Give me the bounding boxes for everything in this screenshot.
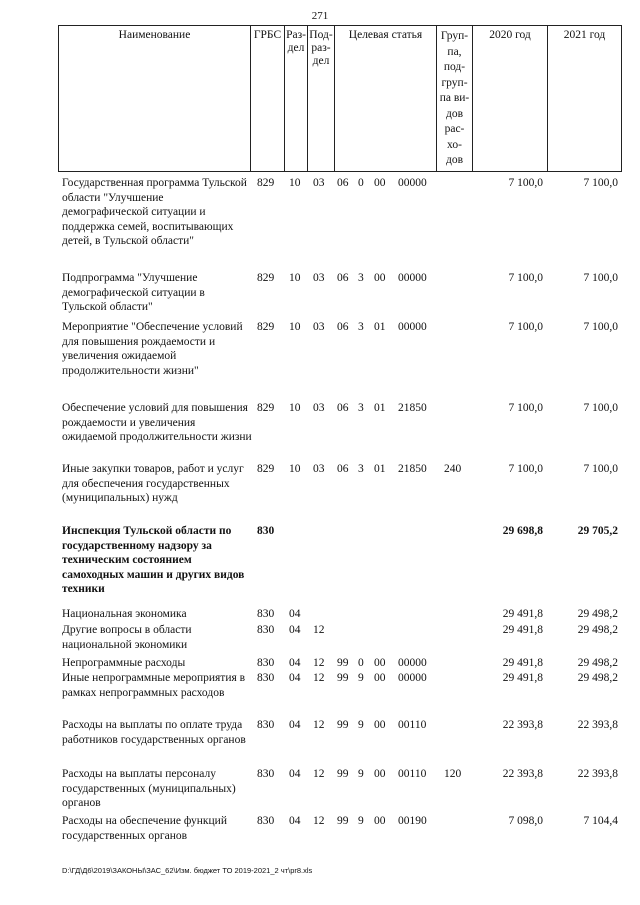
row-y2020: 7 100,0 xyxy=(508,321,543,333)
row-rz: 04 xyxy=(289,657,301,669)
row-pr: 03 xyxy=(313,463,325,475)
row-cs4: 00000 xyxy=(398,177,427,189)
row-cs3: 00 xyxy=(374,719,386,731)
row-cs4: 21850 xyxy=(398,402,427,414)
row-rz: 10 xyxy=(289,402,301,414)
col-border-right xyxy=(621,25,622,172)
row-cs3: 00 xyxy=(374,177,386,189)
row-y2020: 22 393,8 xyxy=(502,768,543,780)
row-cs1: 06 xyxy=(337,321,349,333)
row-y2020: 29 491,8 xyxy=(502,657,543,669)
row-y2021: 29 498,2 xyxy=(577,657,618,669)
row-name: Мероприятие "Обеспечение условий для повышения рождаемости и увеличения ожидаемой продолжительности жизни" xyxy=(62,321,243,377)
row-y2020: 29 698,8 xyxy=(502,525,543,537)
row-name: Национальная экономика xyxy=(62,608,187,620)
row-pr: 03 xyxy=(313,402,325,414)
row-cs2: 9 xyxy=(358,768,364,780)
row-cs1: 99 xyxy=(337,672,349,684)
row-cs1: 06 xyxy=(337,402,349,414)
header-podrazdel: Под- раз- дел xyxy=(309,29,333,67)
col-border-2021 xyxy=(547,25,548,172)
row-name: Обеспечение условий для повышения рождаемости и увеличения ожидаемой продолжительности жизни xyxy=(62,402,252,443)
row-rz: 04 xyxy=(289,768,301,780)
row-cs3: 00 xyxy=(374,657,386,669)
row-cs2: 3 xyxy=(358,402,364,414)
row-rz: 10 xyxy=(289,321,301,333)
row-rz: 04 xyxy=(289,624,301,636)
row-cs3: 00 xyxy=(374,768,386,780)
row-y2020: 7 100,0 xyxy=(508,402,543,414)
header-2020: 2020 год xyxy=(489,29,531,41)
row-name: Расходы на обеспечение функций государственных органов xyxy=(62,815,227,842)
row-grbs: 830 xyxy=(257,608,275,620)
row-y2021: 7 100,0 xyxy=(583,177,618,189)
row-y2021: 29 498,2 xyxy=(577,608,618,620)
header-grbs: ГРБС xyxy=(253,29,282,41)
row-cs1: 99 xyxy=(337,815,349,827)
row-rz: 10 xyxy=(289,463,301,475)
col-border-grbs xyxy=(250,25,251,172)
row-cs2: 3 xyxy=(358,272,364,284)
row-name: Иные непрограммные мероприятия в рамках непрограммных расходов xyxy=(62,672,246,699)
row-cs1: 06 xyxy=(337,177,349,189)
row-pr: 03 xyxy=(313,177,325,189)
row-pr: 03 xyxy=(313,321,325,333)
row-y2021: 29 498,2 xyxy=(577,624,618,636)
row-y2020: 7 100,0 xyxy=(508,177,543,189)
row-y2020: 7 098,0 xyxy=(508,815,543,827)
file-path-footer: D:\ГД\Д6\2019\ЗАКОНЫ\ЗАС_62\Изм. бюджет ТО 2019-2021_2 чт\рr8.xls xyxy=(62,866,313,875)
row-y2020: 29 491,8 xyxy=(502,672,543,684)
row-y2021: 29 705,2 xyxy=(577,525,618,537)
row-cs2: 9 xyxy=(358,815,364,827)
row-grbs: 830 xyxy=(257,525,275,537)
row-cs2: 9 xyxy=(358,719,364,731)
row-pr: 12 xyxy=(313,624,325,636)
page-number: 271 xyxy=(311,10,329,22)
row-name: Непрограммные расходы xyxy=(62,657,186,669)
row-cs2: 3 xyxy=(358,321,364,333)
row-cs2: 0 xyxy=(358,177,364,189)
row-pr: 12 xyxy=(313,768,325,780)
header-target: Целевая статья xyxy=(348,29,423,41)
row-y2020: 7 100,0 xyxy=(508,272,543,284)
row-name: Государственная программа Тульской области "Улучшение демографической ситуации и поддержка семей, воспитывающих детей, в Тульской области" xyxy=(62,177,247,247)
row-y2021: 7 104,4 xyxy=(583,815,618,827)
row-vr: 120 xyxy=(444,768,462,780)
row-name: Расходы на выплаты персоналу государственных (муниципальных) органов xyxy=(62,768,236,809)
row-cs1: 99 xyxy=(337,768,349,780)
row-cs4: 00000 xyxy=(398,272,427,284)
row-rz: 04 xyxy=(289,672,301,684)
row-grbs: 829 xyxy=(257,463,275,475)
row-cs4: 00000 xyxy=(398,672,427,684)
row-y2021: 22 393,8 xyxy=(577,719,618,731)
row-y2021: 7 100,0 xyxy=(583,463,618,475)
row-grbs: 830 xyxy=(257,672,275,684)
row-y2021: 29 498,2 xyxy=(577,672,618,684)
row-grbs: 830 xyxy=(257,815,275,827)
table-top-border xyxy=(58,25,622,26)
row-cs3: 00 xyxy=(374,672,386,684)
row-y2020: 7 100,0 xyxy=(508,463,543,475)
row-y2021: 7 100,0 xyxy=(583,272,618,284)
row-name: Подпрограмма "Улучшение демографической ситуации в Тульской области" xyxy=(62,272,205,313)
row-cs1: 99 xyxy=(337,719,349,731)
row-cs3: 00 xyxy=(374,815,386,827)
row-grbs: 830 xyxy=(257,657,275,669)
row-rz: 04 xyxy=(289,815,301,827)
row-cs4: 00000 xyxy=(398,321,427,333)
row-cs1: 99 xyxy=(337,657,349,669)
row-grbs: 829 xyxy=(257,272,275,284)
row-grbs: 830 xyxy=(257,768,275,780)
row-cs3: 01 xyxy=(374,402,386,414)
row-y2021: 7 100,0 xyxy=(583,321,618,333)
header-name: Наименование xyxy=(118,29,191,41)
row-pr: 12 xyxy=(313,815,325,827)
row-grbs: 830 xyxy=(257,719,275,731)
row-cs1: 06 xyxy=(337,463,349,475)
row-cs2: 3 xyxy=(358,463,364,475)
row-y2020: 29 491,8 xyxy=(502,608,543,620)
row-cs4: 00000 xyxy=(398,657,427,669)
row-cs4: 00190 xyxy=(398,815,427,827)
col-border-2020 xyxy=(472,25,473,172)
row-rz: 10 xyxy=(289,177,301,189)
row-cs4: 00110 xyxy=(398,768,427,780)
row-grbs: 829 xyxy=(257,402,275,414)
row-rz: 10 xyxy=(289,272,301,284)
row-grbs: 829 xyxy=(257,321,275,333)
row-y2020: 29 491,8 xyxy=(502,624,543,636)
row-cs4: 21850 xyxy=(398,463,427,475)
row-name: Расходы на выплаты по оплате труда работников государственных органов xyxy=(62,719,246,746)
row-pr: 03 xyxy=(313,272,325,284)
row-cs2: 0 xyxy=(358,657,364,669)
row-y2020: 22 393,8 xyxy=(502,719,543,731)
row-y2021: 22 393,8 xyxy=(577,768,618,780)
row-cs1: 06 xyxy=(337,272,349,284)
row-cs3: 01 xyxy=(374,463,386,475)
row-cs3: 01 xyxy=(374,321,386,333)
row-grbs: 829 xyxy=(257,177,275,189)
col-border-left xyxy=(58,25,59,172)
row-rz: 04 xyxy=(289,608,301,620)
row-grbs: 830 xyxy=(257,624,275,636)
row-name: Инспекция Тульской области по государственному надзору за техническим состоянием самоходных машин и других видов техники xyxy=(62,525,245,595)
row-pr: 12 xyxy=(313,719,325,731)
row-pr: 12 xyxy=(313,657,325,669)
header-group: Груп- па, под- груп- па ви- дов рас- хо- дов xyxy=(439,30,470,166)
row-cs3: 00 xyxy=(374,272,386,284)
row-cs2: 9 xyxy=(358,672,364,684)
row-rz: 04 xyxy=(289,719,301,731)
header-2021: 2021 год xyxy=(563,29,606,41)
row-name: Иные закупки товаров, работ и услуг для обеспечения государственных (муниципальных) нужд xyxy=(62,463,244,504)
row-y2021: 7 100,0 xyxy=(583,402,618,414)
row-cs4: 00110 xyxy=(398,719,427,731)
header-razdel: Раз- дел xyxy=(286,29,306,54)
row-name: Другие вопросы в области национальной экономики xyxy=(62,624,192,651)
col-border-cs xyxy=(334,25,335,172)
row-pr: 12 xyxy=(313,672,325,684)
header-bottom-border xyxy=(58,171,622,172)
row-vr: 240 xyxy=(444,463,462,475)
